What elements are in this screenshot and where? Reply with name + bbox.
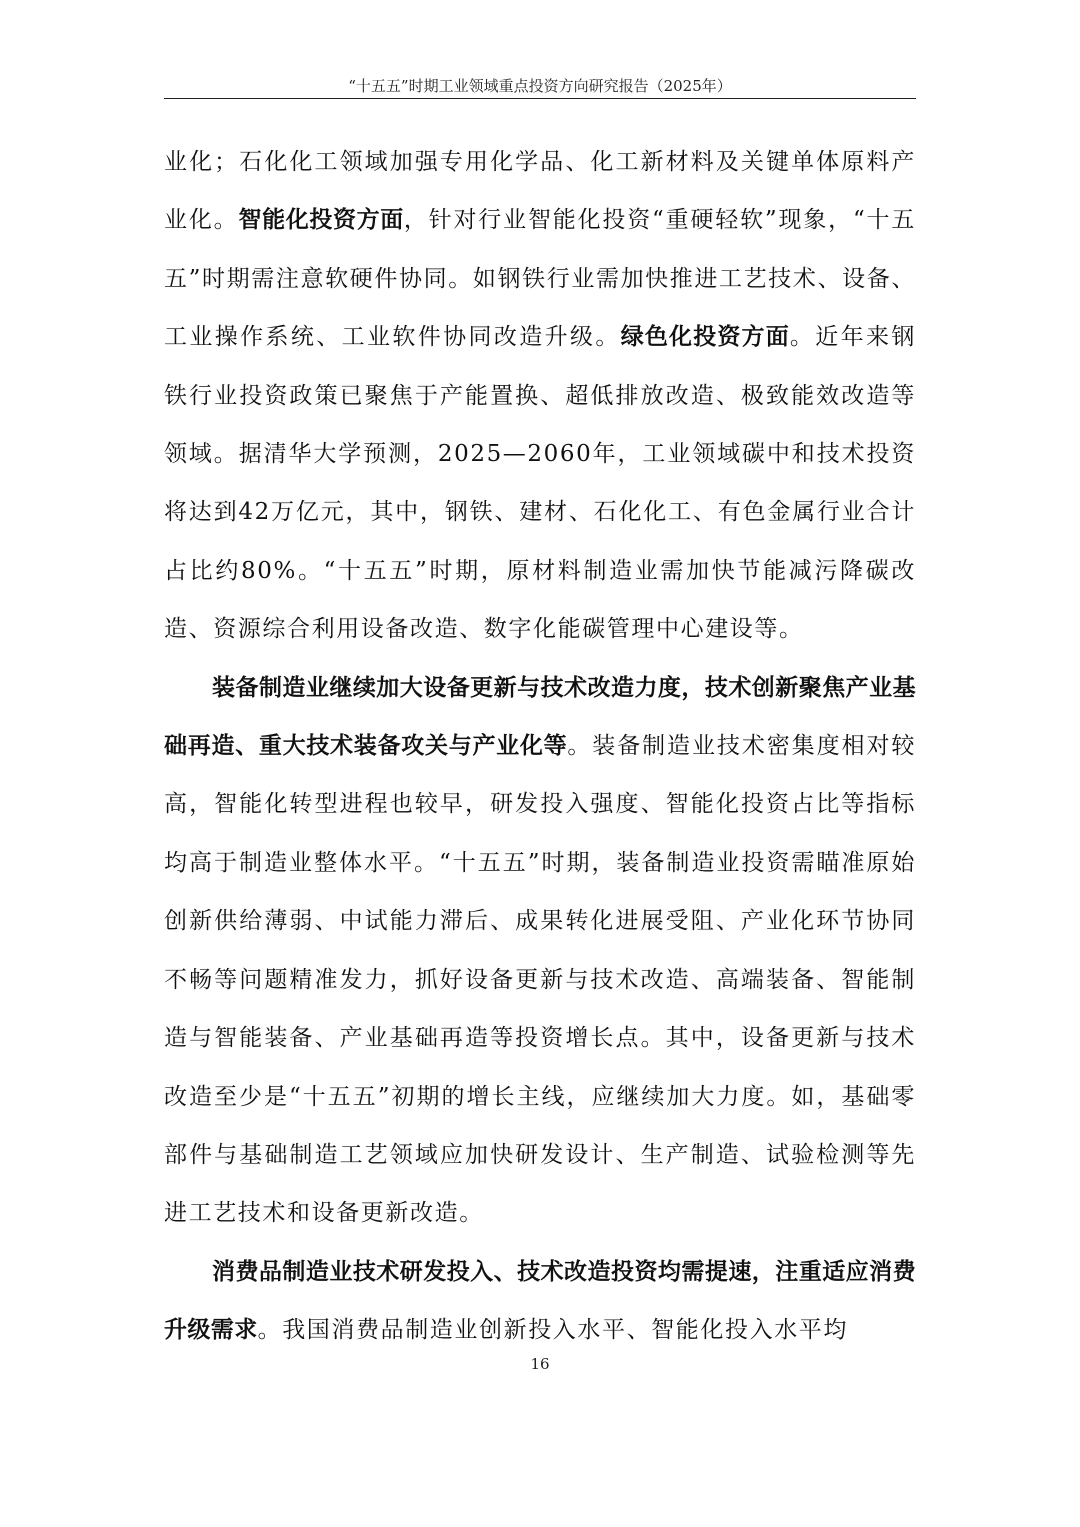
bold-lead-consumer-goods: 消费品制造业技术研发投入、技术改造投资均需提速，注重适应消费升级需求 <box>164 1258 916 1344</box>
bold-heading-intelligent-investment: 智能化投资方面 <box>238 207 404 234</box>
paragraph-text: ，针对行业智能化投资“重硬轻软”现象，“十五五”时期需注意软硬件协同。如钢铁行业需加快推进工艺技术、设备、工业操作系统、工业软件协同改造升级。 <box>164 207 916 351</box>
bold-heading-green-investment: 绿色化投资方面 <box>620 324 790 351</box>
paragraph-consumer-goods <box>164 1243 916 1360</box>
paragraph-raw-materials <box>164 133 916 659</box>
paragraph-text: 。近年来钢铁行业投资政策已聚焦于产能置换、超低排放改造、极致能效改造等领域。据清华大学预测，2025—2060年，工业领域碳中和技术投资将达到42万亿元，其中，钢铁、建材、石化化工、有色金属行业合计占比约80%。“十五五”时期，原材料制造业需加快节能减污降碳改造、资源综合利用设备改造、数字化能碳管理中心建设等。 <box>164 324 916 643</box>
paragraph-text: 。我国消费品制造业创新投入水平、智能化投入水平均 <box>257 1317 849 1344</box>
paragraph-text: 。装备制造业技术密集度相对较高，智能化转型进程也较早，研发投入强度、智能化投资占比等指标均高于制造业整体水平。“十五五”时期，装备制造业投资需瞄准原始创新供给薄弱、中试能力滞后、成果转化进展受阻、产业化环节协同不畅等问题精准发力，抓好设备更新与技术改造、高端装备、智能制造与智能装备、产业基础再造等投资增长点。其中，设备更新与技术改造至少是“十五五”初期的增长主线，应继续加大力度。如，基础零部件与基础制造工艺领域应加快研发设计、生产制造、试验检测等先进工艺技术和设备更新改造。 <box>164 733 916 1227</box>
paragraph-text: 业化；石化化工领域加强专用化学品、化工新材料及关键单体原料产业化。 <box>164 149 916 234</box>
running-header: “十五五”时期工业领域重点投资方向研究报告（2025年） <box>348 77 732 95</box>
paragraph-equipment-manufacturing <box>164 659 916 1243</box>
header-rule <box>164 98 916 99</box>
page-number: 16 <box>530 1355 550 1373</box>
body-text <box>164 133 916 1360</box>
bold-lead-equipment-manufacturing: 装备制造业继续加大设备更新与技术改造力度，技术创新聚焦产业基础再造、重大技术装备攻关与产业化等 <box>164 674 916 760</box>
